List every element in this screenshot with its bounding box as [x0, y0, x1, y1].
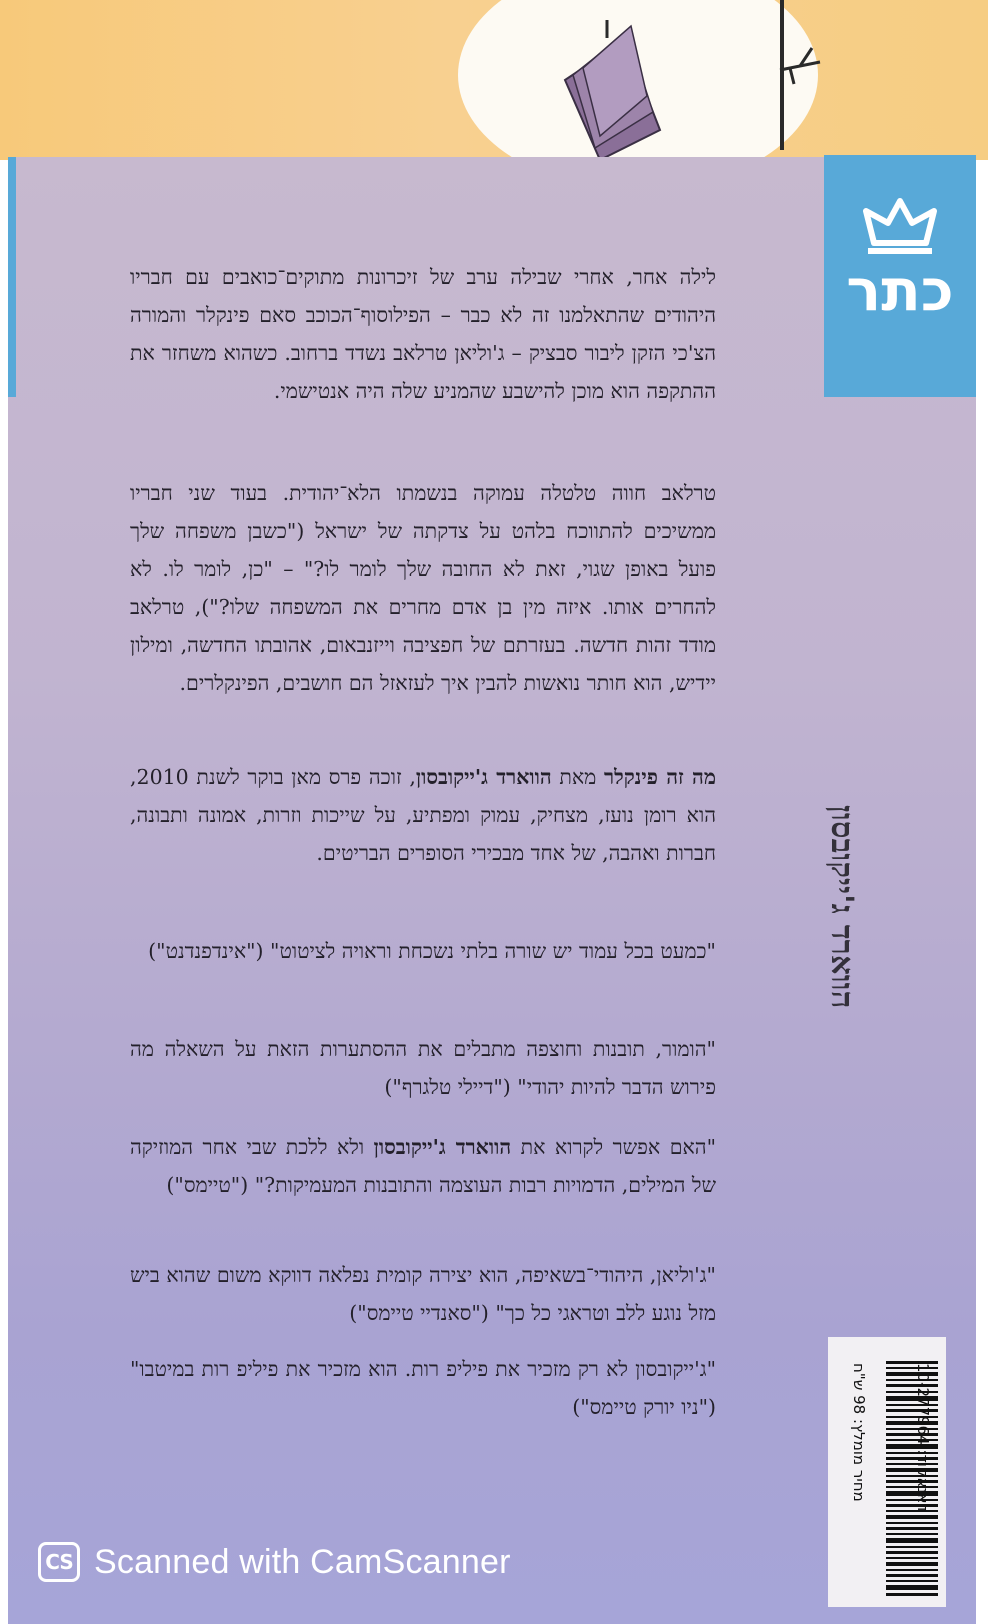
camscanner-icon: CS [38, 1542, 80, 1582]
spine-author: הווארד ג'ייקובסון [824, 805, 860, 1009]
review-quote-1: "כמעט בכל עמוד יש שורה בלתי נשכחת וראויה לציטוט" ("אינדפנדנט") [148, 939, 716, 963]
review-quote-5: "ג'ייקובסון לא רק מזכיר את פיליפ רות. הוא מזכיר את פיליפ רות במיטבו" ("ניו יורק טיימס") [130, 1357, 716, 1419]
left-accent-stripe [8, 157, 16, 397]
publisher-logo [824, 155, 976, 397]
watermark-text: Scanned with CamScanner [94, 1542, 511, 1581]
review-quote-3 [130, 1128, 716, 1204]
blurb-paragraph-1: לילה אחר, אחרי שבילה ערב של זיכרונות מתוקים־כואבים עם חבריו היהודים שהתאלמנו זה לא כבר – הפילוסוף־הכוכב סאם פינקלר והמורה הצ'כי הזקן ליבור סבציק – ג'וליאן טרלאב נשדד ברחוב. כשהוא משחזר את ההתקפה הוא מוכן להישבע שהמניע שלה היה אנטישמי. [130, 265, 716, 403]
barcode-box [828, 1337, 946, 1607]
price-label: מחיר מומלץ: 98 ש"ח [850, 1363, 868, 1502]
camscanner-watermark [38, 1537, 511, 1587]
q3-pre: "האם אפשר לקרוא את [511, 1135, 717, 1159]
flying-book-icon [555, 20, 670, 160]
branch-icon [760, 40, 830, 90]
review-quote-2: "הומור, תובנות וחוצפה מתבלים את ההסתערות הזאת על השאלה מה פירוש הדבר להיות יהודי" ("דיילי טלגרף") [130, 1037, 716, 1099]
author-name-inline: הווארד ג'ייקובסון [415, 765, 552, 789]
blurb-p3-mid: מאת [551, 765, 605, 789]
review-quote-4: "ג'וליאן, היהודי־בשאיפה, הוא יצירה קומית נפלאה דווקא משום שהוא ביש מזל נוגע ללב וטראגי כל כך" ("סאנדיי טיימס") [130, 1263, 716, 1325]
crown-icon [842, 197, 958, 257]
blurb-paragraph-2: טרלאב חווה טלטלה עמוקה בנשמתו הלא־יהודית. בעוד שני חבריו ממשיכים להתווכח בלהט על צדקתה של ישראל ("כשבן משפחה שלך פועל באופן שגוי, זאת לא החובה שלך לומר לו?" – "כן, לומר לו. לא להחרים אותו. איזה מין בן אדם מחרים את המשפחה שלו?"), טרלאב מודד זהות חדשה. בעזרתם של חפציבה וייזנבאום, אהובתו החדשה, ומילון יידיש, הוא חותר נואשות להבין איך לעזאזל הם חושבים, הפינקלרים. [130, 481, 716, 695]
blurb-p3-rest: , זוכה פרס מאן בוקר לשנת 2010, הוא רומן נועז, מצחיק, עמוק ומפתיע, על שייכות וזרות, אמונה ותבונה, חברות ואהבה, של אחד מבכירי הסופרים הבריטים. [130, 765, 716, 865]
book-title-inline: מה זה פינקלר [604, 765, 716, 789]
q3-rest: ולא ללכת שבי אחר המוזיקה של המילים, הדמויות רבות העוצמה והתובנות המעמיקות?" ("טיימס") [130, 1135, 716, 1197]
cover-illustration [0, 0, 988, 160]
dana-code-label: דאנאקוד: 10-277964 [914, 1363, 932, 1512]
q3-author: הווארד ג'ייקובסון [373, 1135, 512, 1159]
blurb-paragraph-3 [130, 758, 716, 872]
publisher-name: כתר [846, 256, 954, 324]
spine-title [818, 440, 862, 1220]
